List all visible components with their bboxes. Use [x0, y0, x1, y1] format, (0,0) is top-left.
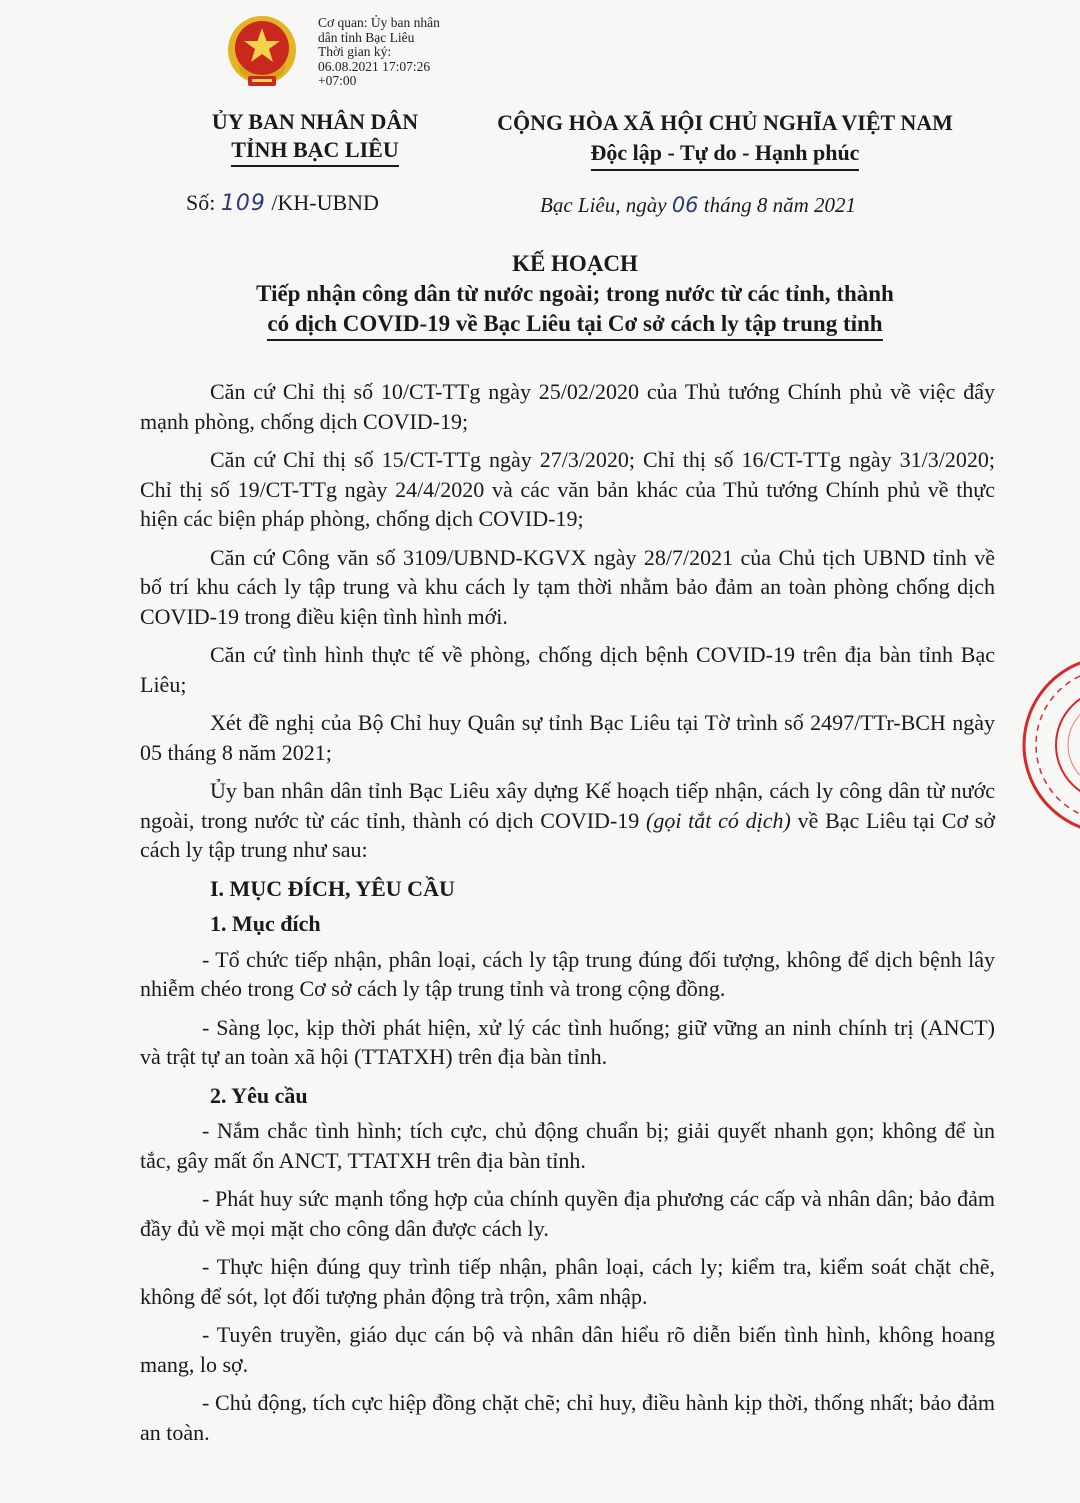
- intro-text-a: Ủy ban nhân dân tỉnh Bạc Liêu xây dựng Kế hoạch tiếp nhận, cách ly công dân từ nước ngoài, trong nước từ các tỉnh, thành có dịch COVID-19: [140, 778, 995, 833]
- signature-agency-cont: dân tỉnh Bạc Liêu: [318, 29, 415, 45]
- paragraph-legal-basis-4: Căn cứ tình hình thực tế về phòng, chống dịch bệnh COVID-19 trên địa bàn tỉnh Bạc Liêu;: [140, 642, 995, 697]
- agency-line-1: ỦY BAN NHÂN DÂN: [211, 109, 419, 134]
- issuing-agency: [160, 108, 470, 167]
- list-item: - Phát huy sức mạnh tổng hợp của chính quyền địa phương các cấp và nhân dân; bảo đảm đầy đủ về mọi mặt cho công dân được cách ly.: [140, 1186, 995, 1241]
- date-prefix: Bạc Liêu, ngày: [540, 193, 672, 217]
- title-sub-2: có dịch COVID-19 về Bạc Liêu tại Cơ sở cách ly tập trung tỉnh: [267, 309, 882, 341]
- signature-agency: Cơ quan: Ủy ban nhân: [318, 15, 440, 30]
- list-item: - Chủ động, tích cực hiệp đồng chặt chẽ; chỉ huy, điều hành kịp thời, thống nhất; bảo đảm an toàn.: [140, 1390, 995, 1445]
- digital-signature-info: [318, 16, 488, 89]
- paragraph-intro: [140, 776, 995, 865]
- red-seal-stamp: [1012, 650, 1080, 840]
- intro-text-italic: (gọi tắt có dịch): [646, 807, 791, 833]
- subsection-heading-requirements: 2. Yêu cầu: [210, 1082, 308, 1108]
- nation-line-2: Độc lập - Tự do - Hạnh phúc: [591, 138, 860, 171]
- subsection-heading-purpose: 1. Mục đích: [210, 911, 321, 936]
- number-handwritten: 109: [220, 191, 266, 216]
- list-item: - Tuyên truyền, giáo dục cán bộ và nhân dân hiểu rõ diễn biến tình hình, không hoang mang, lo sợ.: [140, 1322, 995, 1377]
- paragraph-legal-basis-2: Căn cứ Chỉ thị số 15/CT-TTg ngày 27/3/2020; Chỉ thị số 16/CT-TTg ngày 31/3/2020; Chỉ thị số 19/CT-TTg ngày 24/4/2020 và các văn bản khác của Thủ tướng Chính phủ về thực hiện các biện pháp phòng, chống dịch COVID-19;: [140, 447, 995, 531]
- title-sub-1: Tiếp nhận công dân từ nước ngoài; trong nước từ các tỉnh, thành: [256, 281, 894, 306]
- nation-line-1: CỘNG HÒA XÃ HỘI CHỦ NGHĨA VIỆT NAM: [497, 110, 953, 135]
- document-date: [540, 193, 856, 218]
- number-suffix: /KH-UBND: [265, 190, 379, 215]
- date-suffix: tháng 8 năm 2021: [698, 193, 857, 217]
- signature-time: 06.08.2021 17:07:26: [318, 58, 431, 74]
- list-item: - Sàng lọc, kịp thời phát hiện, xử lý các tình huống; giữ vững an ninh chính trị (ANCT) và trật tự an toàn xã hội (TTATXH) trên địa bàn tỉnh.: [140, 1014, 995, 1069]
- list-item: - Thực hiện đúng quy trình tiếp nhận, phân loại, cách ly; kiểm tra, kiểm soát chặt chẽ, không để sót, lọt đối tượng phản động trà trộn, xâm nhập.: [140, 1254, 995, 1309]
- signature-timezone: +07:00: [318, 73, 357, 88]
- date-day-handwritten: 06: [671, 193, 699, 217]
- document-number: [186, 190, 379, 216]
- paragraph-legal-basis-1: Căn cứ Chỉ thị số 10/CT-TTg ngày 25/02/2020 của Thủ tướng Chính phủ về việc đẩy mạnh phòng, chống dịch COVID-19;: [140, 379, 995, 434]
- document-title: [140, 249, 1010, 341]
- section-heading-1: I. MỤC ĐÍCH, YÊU CẦU: [210, 875, 455, 901]
- intro-text-c: về Bạc Liêu tại Cơ sở cách ly tập trung như sau:: [140, 807, 996, 862]
- title-main: KẾ HOẠCH: [512, 251, 638, 276]
- list-item: - Tổ chức tiếp nhận, phân loại, cách ly tập trung đúng đối tượng, không để dịch bệnh lây nhiễm chéo trong Cơ sở cách ly tập trung tỉnh và trong cộng đồng.: [140, 946, 995, 1001]
- document-body: [140, 377, 995, 1456]
- list-item: - Nắm chắc tình hình; tích cực, chủ động chuẩn bị; giải quyết nhanh gọn; không để ùn tắc, gây mất ổn ANCT, TTATXH trên địa bàn tỉnh.: [140, 1118, 995, 1173]
- paragraph-legal-basis-5: Xét đề nghị của Bộ Chỉ huy Quân sự tỉnh Bạc Liêu tại Tờ trình số 2497/TTr-BCH ngày 05 tháng 8 năm 2021;: [140, 710, 995, 765]
- national-motto: [460, 108, 990, 171]
- paragraph-legal-basis-3: Căn cứ Công văn số 3109/UBND-KGVX ngày 28/7/2021 của Chủ tịch UBND tỉnh về bố trí khu cách ly tập trung và khu cách ly tạm thời nhằm bảo đảm an toàn phòng chống dịch COVID-19 trong điều kiện tình hình mới.: [140, 544, 995, 629]
- national-emblem-icon: [226, 14, 298, 98]
- agency-line-2: TỈNH BẠC LIÊU: [231, 136, 398, 167]
- signature-time-label: Thời gian ký:: [318, 44, 392, 59]
- number-prefix: Số:: [186, 190, 221, 215]
